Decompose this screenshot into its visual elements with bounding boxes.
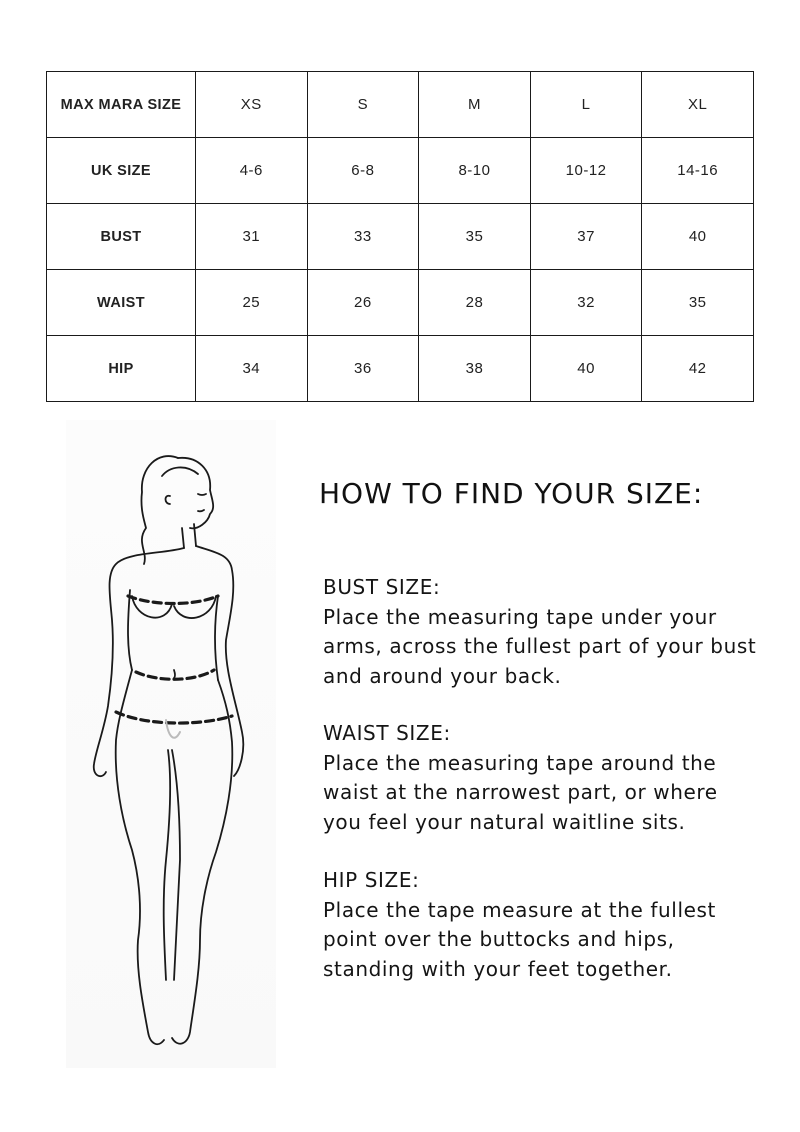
- table-cell: 31: [196, 204, 308, 270]
- hip-heading: HIP SIZE:: [323, 868, 420, 892]
- table-cell: 14-16: [642, 138, 754, 204]
- table-cell: 36: [307, 336, 419, 402]
- table-cell: L: [530, 72, 642, 138]
- table-row: [47, 204, 754, 270]
- waist-heading: WAIST SIZE:: [323, 721, 451, 745]
- table-cell: 10-12: [530, 138, 642, 204]
- row-header: UK SIZE: [47, 138, 196, 204]
- guide-title: HOW TO FIND YOUR SIZE:: [319, 477, 704, 510]
- table-cell: 42: [642, 336, 754, 402]
- table-cell: 40: [530, 336, 642, 402]
- table-cell: XS: [196, 72, 308, 138]
- bust-heading: BUST SIZE:: [323, 575, 441, 599]
- table-row: [47, 138, 754, 204]
- row-header: WAIST: [47, 270, 196, 336]
- table-cell: M: [419, 72, 531, 138]
- table-cell: S: [307, 72, 419, 138]
- size-chart-table: [46, 71, 754, 402]
- table-cell: 26: [307, 270, 419, 336]
- table-cell: 35: [419, 204, 531, 270]
- table-cell: 33: [307, 204, 419, 270]
- table-row: [47, 72, 754, 138]
- table-cell: 40: [642, 204, 754, 270]
- hip-guide: [323, 866, 763, 984]
- table-row: [47, 336, 754, 402]
- table-cell: 4-6: [196, 138, 308, 204]
- bust-guide: [323, 573, 763, 691]
- table-cell: 28: [419, 270, 531, 336]
- row-header: BUST: [47, 204, 196, 270]
- table-row: [47, 270, 754, 336]
- body-measurement-figure-icon: [66, 420, 276, 1068]
- table-cell: 8-10: [419, 138, 531, 204]
- table-cell: 37: [530, 204, 642, 270]
- table-cell: 38: [419, 336, 531, 402]
- table-cell: 35: [642, 270, 754, 336]
- waist-guide: [323, 719, 763, 837]
- table-cell: 6-8: [307, 138, 419, 204]
- hip-instructions: Place the tape measure at the fullest point over the buttocks and hips, standing with your feet together.: [323, 897, 716, 981]
- row-header: MAX MARA SIZE: [47, 72, 196, 138]
- row-header: HIP: [47, 336, 196, 402]
- table-cell: 25: [196, 270, 308, 336]
- table-cell: XL: [642, 72, 754, 138]
- bust-instructions: Place the measuring tape under your arms, across the fullest part of your bust and around your back.: [323, 604, 757, 688]
- waist-instructions: Place the measuring tape around the waist at the narrowest part, or where you feel your natural waitline sits.: [323, 750, 718, 834]
- table-cell: 34: [196, 336, 308, 402]
- table-cell: 32: [530, 270, 642, 336]
